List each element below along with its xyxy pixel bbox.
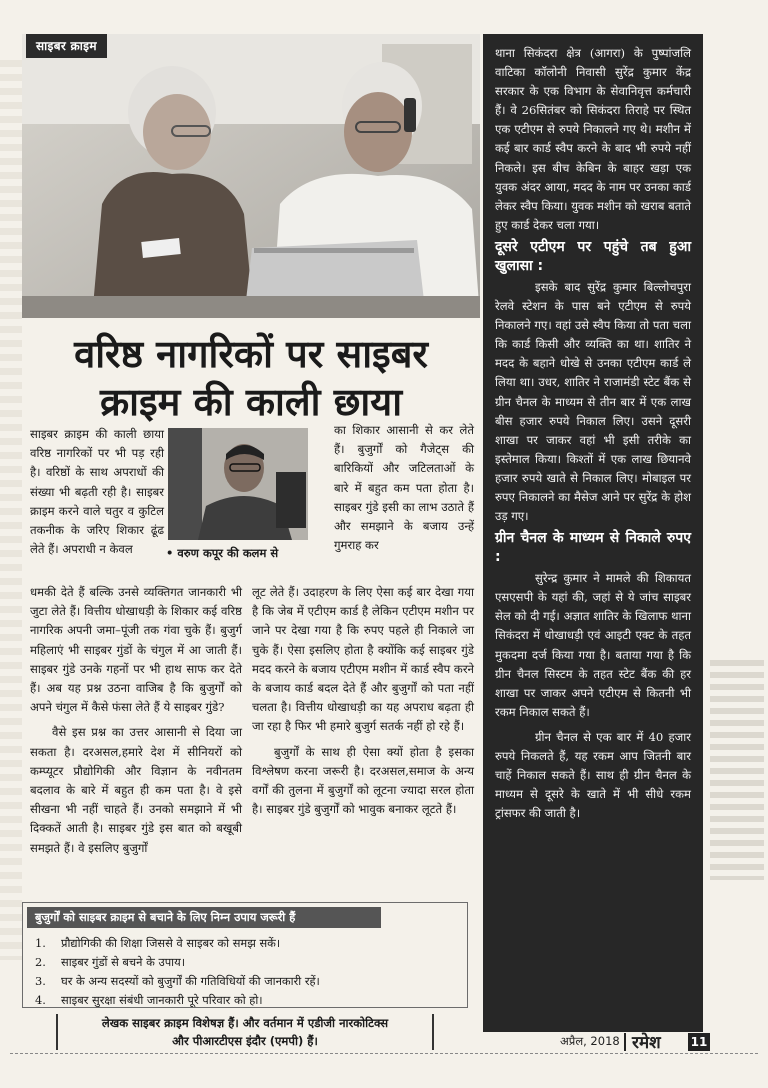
paragraph: लूट लेते हैं। उदाहरण के लिए ऐसा कई बार देखा गया है कि जेब में एटीएम कार्ड है लेकिन एटीएम मशीन पर जाने पर देखा गया है कि रुपए पहले ही निकाले जा चुके हैं। ऐसा इसलिए होता है क्योंकि कई साइबर गुंडे मदद करने के बजाय एटीएम मशीन में कार्ड स्वैप करने के बजाय कार्ड बदल देते हैं और बुजुर्गों को पता नहीं चलता है। वित्तीय धोखाधड़ी का यह अपराध बढ़ता ही जा रहा है फिर भी हमारे बुजुर्ग सतर्क नहीं हो रहे हैं। (252, 585, 474, 734)
subheading: ग्रीन चैनल के माध्यम से निकाले रुपए : (495, 530, 691, 566)
list-item: 4. साइबर सुरक्षा संबंधी जानकारी पूरे परिवार को हो। (35, 993, 263, 1007)
adjacent-page-edge-left (0, 60, 22, 960)
tips-box (22, 902, 468, 1008)
article-column-left (30, 583, 242, 858)
article-intro (30, 425, 164, 559)
headline (22, 330, 480, 426)
author-note (56, 1014, 434, 1050)
paragraph: साइबर क्राइम की काली छाया वरिष्ठ नागरिकों पर भी पड़ रही है। वरिष्ठों के साथ अपराधों की संख्या भी बढ़ती रही है। साइबर क्राइम करने वाले चतुर व कुटिल तकनीक के जरिए शिकार ढूंढ लेते हैं। अपराधी न केवल (30, 427, 164, 557)
magazine-brand: रमेश (632, 1033, 661, 1053)
author-photo (168, 428, 308, 540)
paragraph: बुजुर्गों के साथ ही ऐसा क्यों होता है इसका विश्लेषण करना जरूरी है। दरअसल,समाज के अन्य वर्गों की तुलना में बुजुर्गों को लूटना ज्यादा सरल होता है। साइबर गुंडे बुजुर्गों को भावुक बनाकर लूटते हैं। (252, 744, 474, 817)
page-number: 11 (688, 1033, 710, 1051)
list-item: 1. प्रौद्योगिकी की शिक्षा जिससे वे साइबर को समझ सकें। (35, 936, 281, 950)
paragraph: इसके बाद सुरेंद्र कुमार बिल्लोचपुरा रेलवे स्टेशन के पास बने एटीएम से रुपये निकालने गए। वहां उसे स्वैप किया तो पता चला कि कार्ड किसी और व्यक्ति का था। शातिर ने मदद के बहाने धोखे से उनका एटीएम कार्ड ले लिया था। उधर, शातिर ने राजामंडी स्टेट बैंक से ग्रीन चैनल के माध्यम से तीन बार में एक लाख बीस हजार रुपये निकाल लिए। उसने दूसरी शाखा पर जाकर वहां भी इसी तरीके का इस्तेमाल किया। किश्तों में एक लाख छियानवे हजार रुपये खाते से निकाल लिए। मोबाइल पर रुपए निकालने का मैसेज आने पर सुरेंद्र के होश उड़ गए। (495, 279, 691, 524)
paragraph: सुरेन्द्र कुमार ने मामले की शिकायत एसएसपी के यहां की, जहां से ये जांच साइबर सेल को दी गई। अज्ञात शातिर के खिलाफ थाना सिकंदरा में धोखाधड़ी एवं आइटी एक्ट के तहत मुकदमा दर्ज किया गया है। बताया गया है कि ग्रीन चैनल सिस्टम के तहत स्टेट बैंक की हर शाखा पर जाकर अपने एटीएम से कितनी भी रकम निकाल सकते हैं। (495, 571, 691, 719)
adjacent-page-edge-right (706, 60, 768, 960)
case-study-column (483, 34, 703, 1032)
headline-line-1: वरिष्ठ नागरिकों पर साइबर (74, 332, 428, 376)
footer-divider (624, 1033, 626, 1051)
footer-rule (10, 1053, 758, 1054)
author-note-line-1: लेखक साइबर क्राइम विशेषज्ञ हैं। और वर्तमान में एडीजी नारकोटिक्स (101, 1016, 389, 1030)
list-item: 3. घर के अन्य सदस्यों को बुजुर्गों की गतिविधियों की जानकारी रहें। (35, 974, 320, 988)
article-column-mid-top (334, 421, 474, 555)
tips-title: बुजुर्गों को साइबर क्राइम से बचाने के लिए निम्न उपाय जरूरी हैं (27, 907, 381, 928)
section-tag: साइबर क्राइम (26, 34, 107, 58)
paragraph: वैसे इस प्रश्न का उत्तर आसानी से दिया जा सकता है। दरअसल,हमारे देश में सीनियरों को कम्प्यूटर प्रौद्योगिकी और विज्ञान के नवीनतम बदलाव के बारे में बहुत ही कम पता है। वे इसे सीखना भी नहीं चाहते हैं। उनको समझाने में भी दिक्कतें आती है। साइबर गुंडे इस बात को बखूबी समझते हैं। वे इसलिए बुजुर्गों (30, 725, 242, 855)
subheading: दूसरे एटीएम पर पहुंचे तब हुआ खुलासा : (495, 238, 691, 274)
issue-date: अप्रैल, 2018 (560, 1034, 620, 1048)
paragraph: धमकी देते हैं बल्कि उनसे व्यक्तिगत जानकारी भी जुटा लेते हैं। वित्तीय धोखाधड़ी के शिकार कई वरिष्ठ नागरिक अपनी जमा–पूंजी तक गंवा चुके हैं। बुजुर्ग महिलाएं भी साइबर गुंडों के चंगुल में आ जाती हैं। साइबर गुंडे उनके गहनों पर भी हाथ साफ कर देते हैं। अब यह प्रश्न उठना वाजिब है कि बुजुर्गों को अपने चंगुल में कैसे फंसा लेते हैं ये साइबर गुंडे? (30, 585, 242, 715)
article-column-mid (252, 583, 474, 819)
byline: • वरुण कपूर की कलम से (166, 546, 279, 560)
list-item: 2. साइबर गुंडों से बचने के उपाय। (35, 955, 186, 969)
author-note-line-2: और पीआरटीएस इंदौर (एमपी) हैं। (172, 1034, 318, 1048)
hero-photo-elderly-couple (22, 34, 480, 318)
paragraph: ग्रीन चैनल से एक बार में 40 हजार रुपये निकलते हैं, यह रकम आप जितनी बार चाहें निकाल सकते हैं। साथ ही ग्रीन चैनल के माध्यम से दूसरे के खाते में भी सीधे रकम ट्रांसफर की जाती है। (495, 729, 691, 821)
paragraph: थाना सिकंदरा क्षेत्र (आगरा) के पुष्पांजलि वाटिका कॉलोनी निवासी सुरेंद्र कुमार केंद्र सरकार के एक विभाग के सेवानिवृत्त कर्मचारी हैं। वे 26सितंबर को सिकंदरा तिराहे पर स्थित एक एटीएम से रुपये निकालने गए थे। मशीन में कई बार कार्ड स्वैप करने के बाद भी रुपये नहीं निकले। इस बीच केबिन के बाहर खड़ा एक युवक अंदर आया, मदद के नाम पर उनका कार्ड लेकर स्वैप किया। युवक मशीन को खराब बताते हुए कार्ड देकर चला गया। (495, 46, 691, 232)
paragraph: का शिकार आसानी से कर लेते हैं। बुजुर्गों को गैजेट्स की बारिकियों और जटिलताओं के बारे में बहुत कम पता होता है। साइबर गुंडे इसी का लाभ उठाते हैं और समझाने के बजाय उन्हें गुमराह कर (334, 423, 474, 553)
headline-line-2: क्राइम की काली छाया (99, 380, 403, 424)
tips-list (23, 932, 467, 1010)
